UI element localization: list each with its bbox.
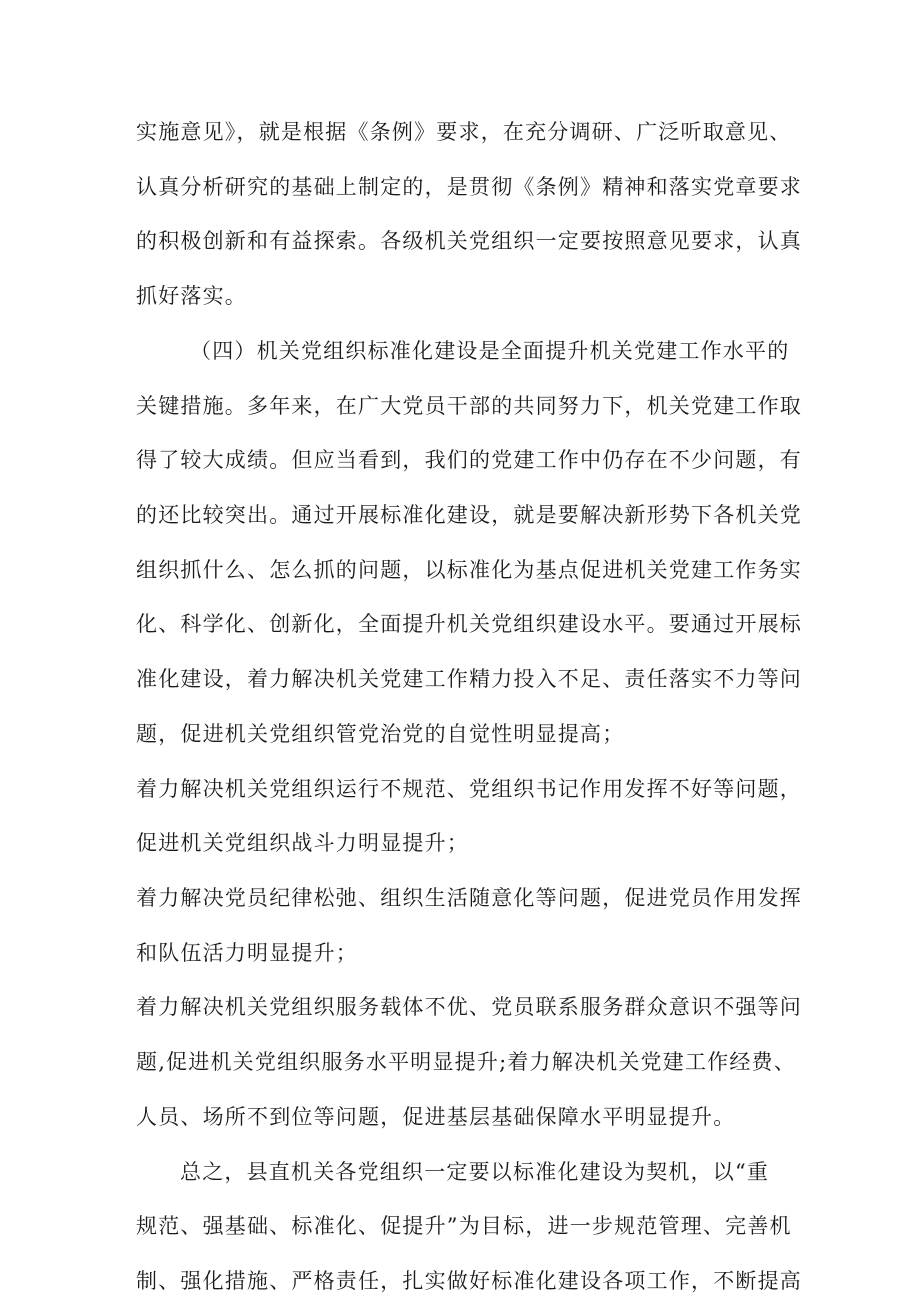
text-line: 总之，县直机关各党组织一定要以标准化建设为契机，以“重 bbox=[180, 1160, 770, 1184]
text-line: 抓好落实。 bbox=[136, 284, 247, 308]
text-line: 规范、强基础、标准化、促提升”为目标，进一步规范管理、完善机 bbox=[136, 1214, 792, 1238]
text-line: 着力解决机关党组织服务载体不优、党员联系服务群众意识不强等问 bbox=[136, 995, 802, 1019]
text-line: 人员、场所不到位等问题，促进基层基础保障水平明显提升。 bbox=[136, 1105, 736, 1129]
text-line: 和队伍活力明显提升； bbox=[136, 941, 358, 965]
text-line: 实施意见》，就是根据《条例》要求，在充分调研、广泛听取意见、 bbox=[136, 120, 792, 144]
text-line: 题，促进机关党组织管党治党的自觉性明显提高； bbox=[136, 722, 625, 746]
text-line: 组织抓什么、怎么抓的问题，以标准化为基点促进机关党建工作务实 bbox=[136, 558, 802, 582]
text-line: 制、强化措施、严格责任，扎实做好标准化建设各项工作，不断提高 bbox=[136, 1269, 802, 1293]
text-line: 的还比较突出。通过开展标准化建设，就是要解决新形势下各机关党 bbox=[136, 503, 802, 527]
text-line: 着力解决党员纪律松弛、组织生活随意化等问题，促进党员作用发挥 bbox=[136, 886, 802, 910]
text-line: 题,促进机关党组织服务水平明显提升;着力解决机关党建工作经费、 bbox=[136, 1050, 796, 1074]
text-line: 着力解决机关党组织运行不规范、党组织书记作用发挥不好等问题， bbox=[136, 777, 802, 801]
text-line: （四）机关党组织标准化建设是全面提升机关党建工作水平的 bbox=[190, 339, 790, 363]
text-line: 化、科学化、创新化，全面提升机关党组织建设水平。要通过开展标 bbox=[136, 612, 802, 636]
text-line: 的积极创新和有益探索。各级机关党组织一定要按照意见要求，认真 bbox=[136, 229, 802, 253]
text-line: 准化建设，着力解决机关党建工作精力投入不足、责任落实不力等问 bbox=[136, 667, 802, 691]
text-line: 得了较大成绩。但应当看到，我们的党建工作中仍存在不少问题，有 bbox=[136, 448, 802, 472]
text-line: 关键措施。多年来，在广大党员干部的共同努力下，机关党建工作取 bbox=[136, 394, 802, 418]
text-line: 促进机关党组织战斗力明显提升； bbox=[136, 831, 469, 855]
text-line: 认真分析研究的基础上制定的，是贯彻《条例》精神和落实党章要求 bbox=[136, 175, 802, 199]
